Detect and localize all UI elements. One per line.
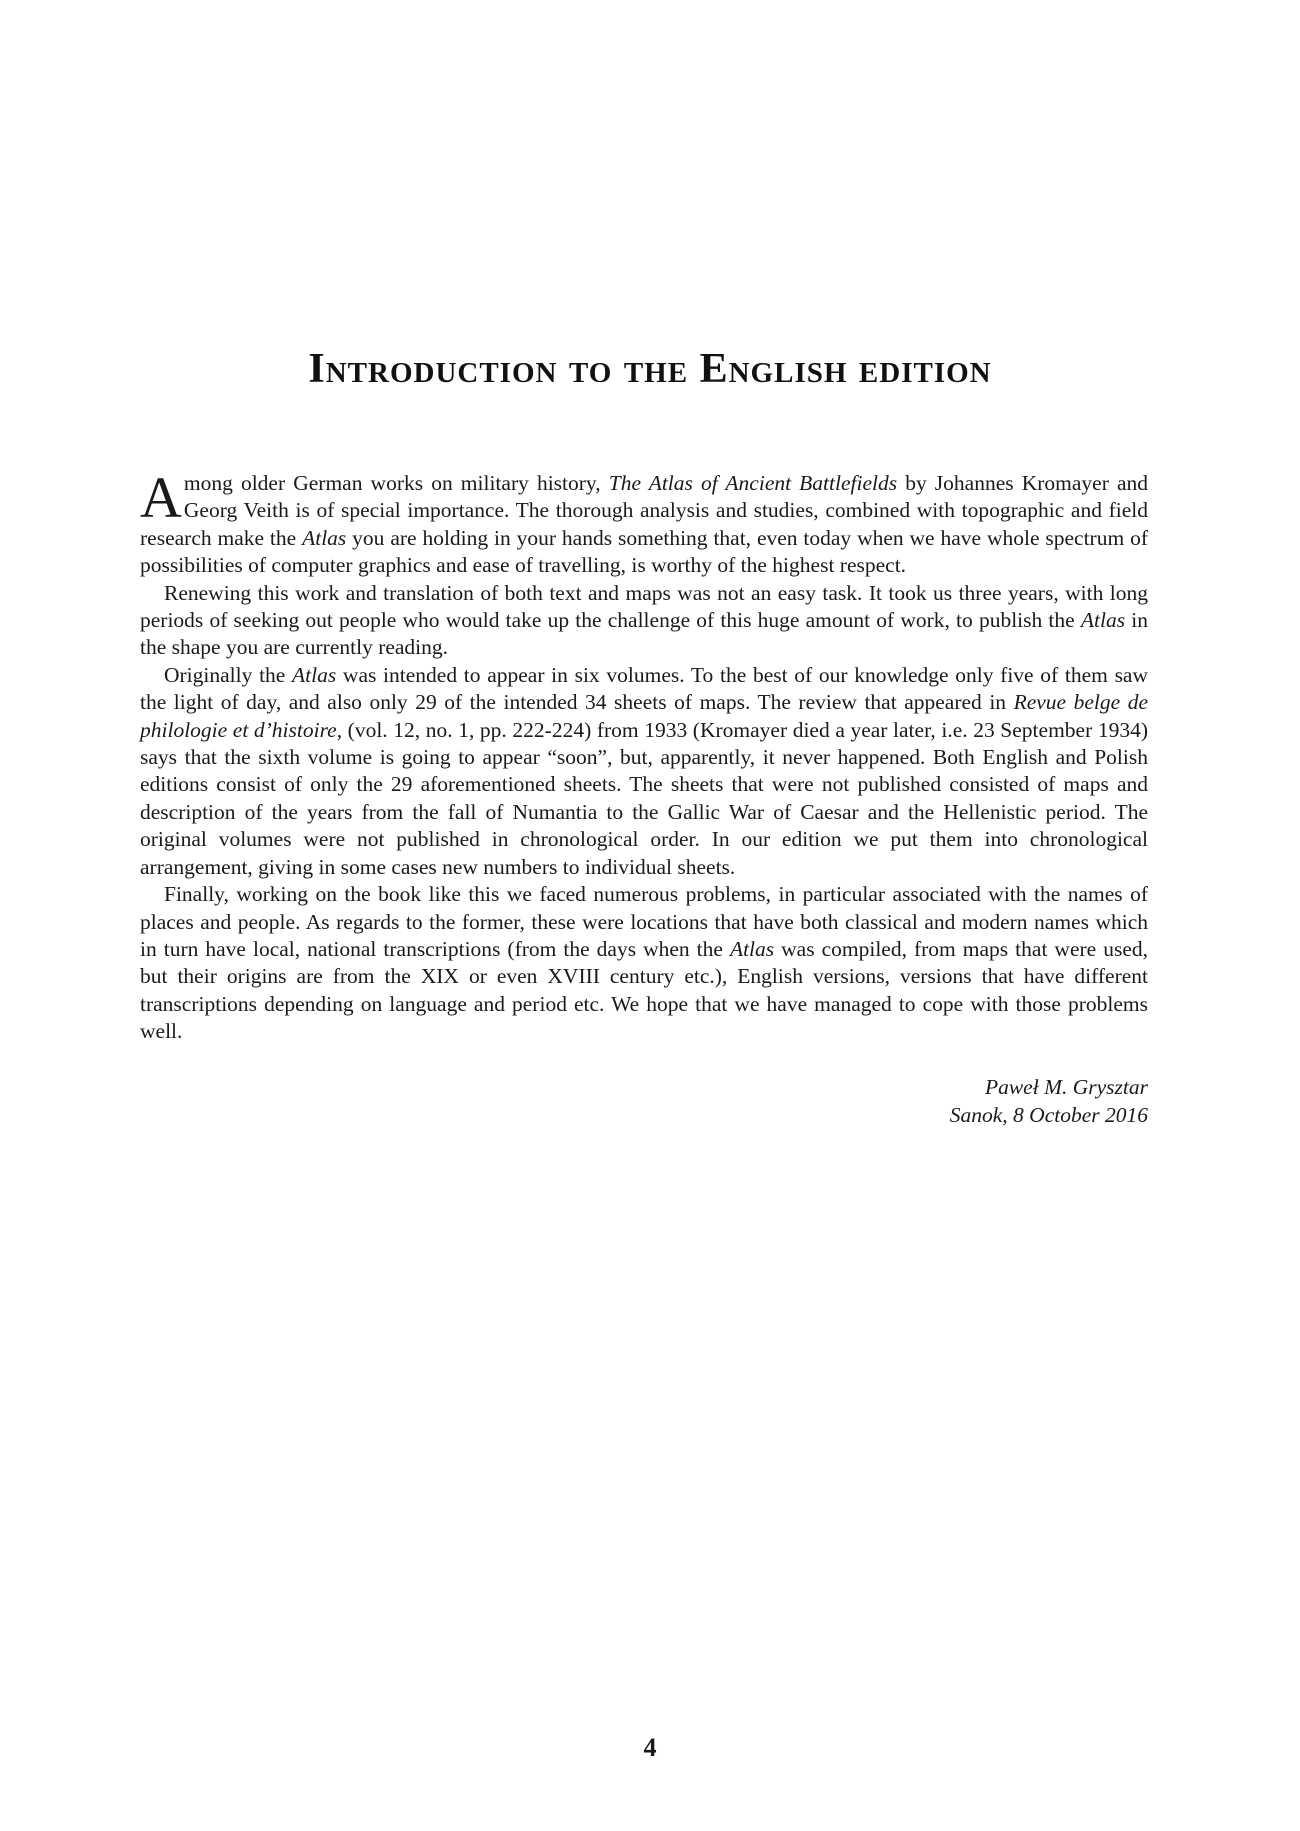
page-number: 4 — [643, 1733, 657, 1762]
signature-name: Paweł M. Grysztar — [984, 1075, 1148, 1099]
introduction-body — [140, 465, 1149, 1046]
journal-title-revue-belge: Revue belge de philologie et d’histoire — [140, 690, 1148, 742]
page-title: Introduction to the English edition — [308, 346, 992, 392]
paragraph-3-seg-1: Originally the — [164, 662, 293, 687]
drop-cap: A — [140, 465, 182, 530]
paragraph-3-seg-5: , (vol. 12, no. 1, pp. 222-224) from 1933 (Kromayer died a year later, i.e. 23 September 1934) says that the sixth volume is going to appear “soon”, but, apparently, it never happened. Both English and Polish editions consist of only the 29 aforementioned sheets. The sheets that were not published consisted of maps and description of the years from the fall of Numantia to the Gallic War of Caesar and the Hellenistic period. The original volumes were not published in chronological order. In our edition we put them into chronological arrangement, giving in some cases new numbers to individual sheets. — [140, 717, 1148, 879]
book-title-atlas-of-ancient-battlefields: The Atlas of Ancient Battlefields — [608, 471, 898, 495]
paragraph-1 — [140, 465, 1148, 580]
atlas-italic: Atlas — [729, 936, 775, 961]
paragraph-2 — [140, 580, 1148, 662]
paragraph-2-seg-3: in the shape you are currently reading. — [140, 608, 1148, 660]
signature-block — [600, 1073, 1148, 1129]
paragraph-3-seg-3: was intended to appear in six volumes. To the best of our knowledge only five of them saw the light of day, and also only 29 of the intended 34 sheets of maps. The review that appeared in — [140, 662, 1149, 715]
paragraph-2-seg-1: Renewing this work and translation of both text and maps was not an easy task. It took us three years, with long periods of seeking out people who would take up the challenge of this huge amount of work, to publish the — [140, 580, 1148, 633]
atlas-italic: Atlas — [302, 525, 347, 550]
paragraph-1-seg-1: mong older German works on military history, — [183, 471, 609, 495]
paragraph-4 — [140, 881, 1148, 1045]
paragraph-3 — [140, 662, 1148, 881]
paragraph-1-seg-5: you are holding in your hands something that, even today when we have whole spectrum of possibilities of computer graphics and ease of travelling, is worthy of the highest respect. — [140, 525, 1148, 578]
paragraph-1-seg-3: by Johannes Kromayer and Georg Veith is of special importance. The thorough analysis and studies, combined with topographic and field research make the — [140, 471, 1148, 550]
paragraph-4-seg-3: was compiled, from maps that were used, but their origins are from the XIX or even XVIII century etc.), English versions, versions that have different transcriptions depending on language and period etc. We hope that we have managed to cope with those problems well. — [140, 936, 1148, 1044]
atlas-italic: Atlas — [1080, 608, 1126, 633]
paragraph-4-seg-1: Finally, working on the book like this we faced numerous problems, in particular associated with the names of places and people. As regards to the former, these were locations that have both classical and modern names which in turn have local, national transcriptions (from the days when the — [140, 882, 1148, 961]
signature-place-date: Sanok, 8 October 2016 — [949, 1103, 1148, 1127]
atlas-italic: Atlas — [292, 662, 337, 687]
